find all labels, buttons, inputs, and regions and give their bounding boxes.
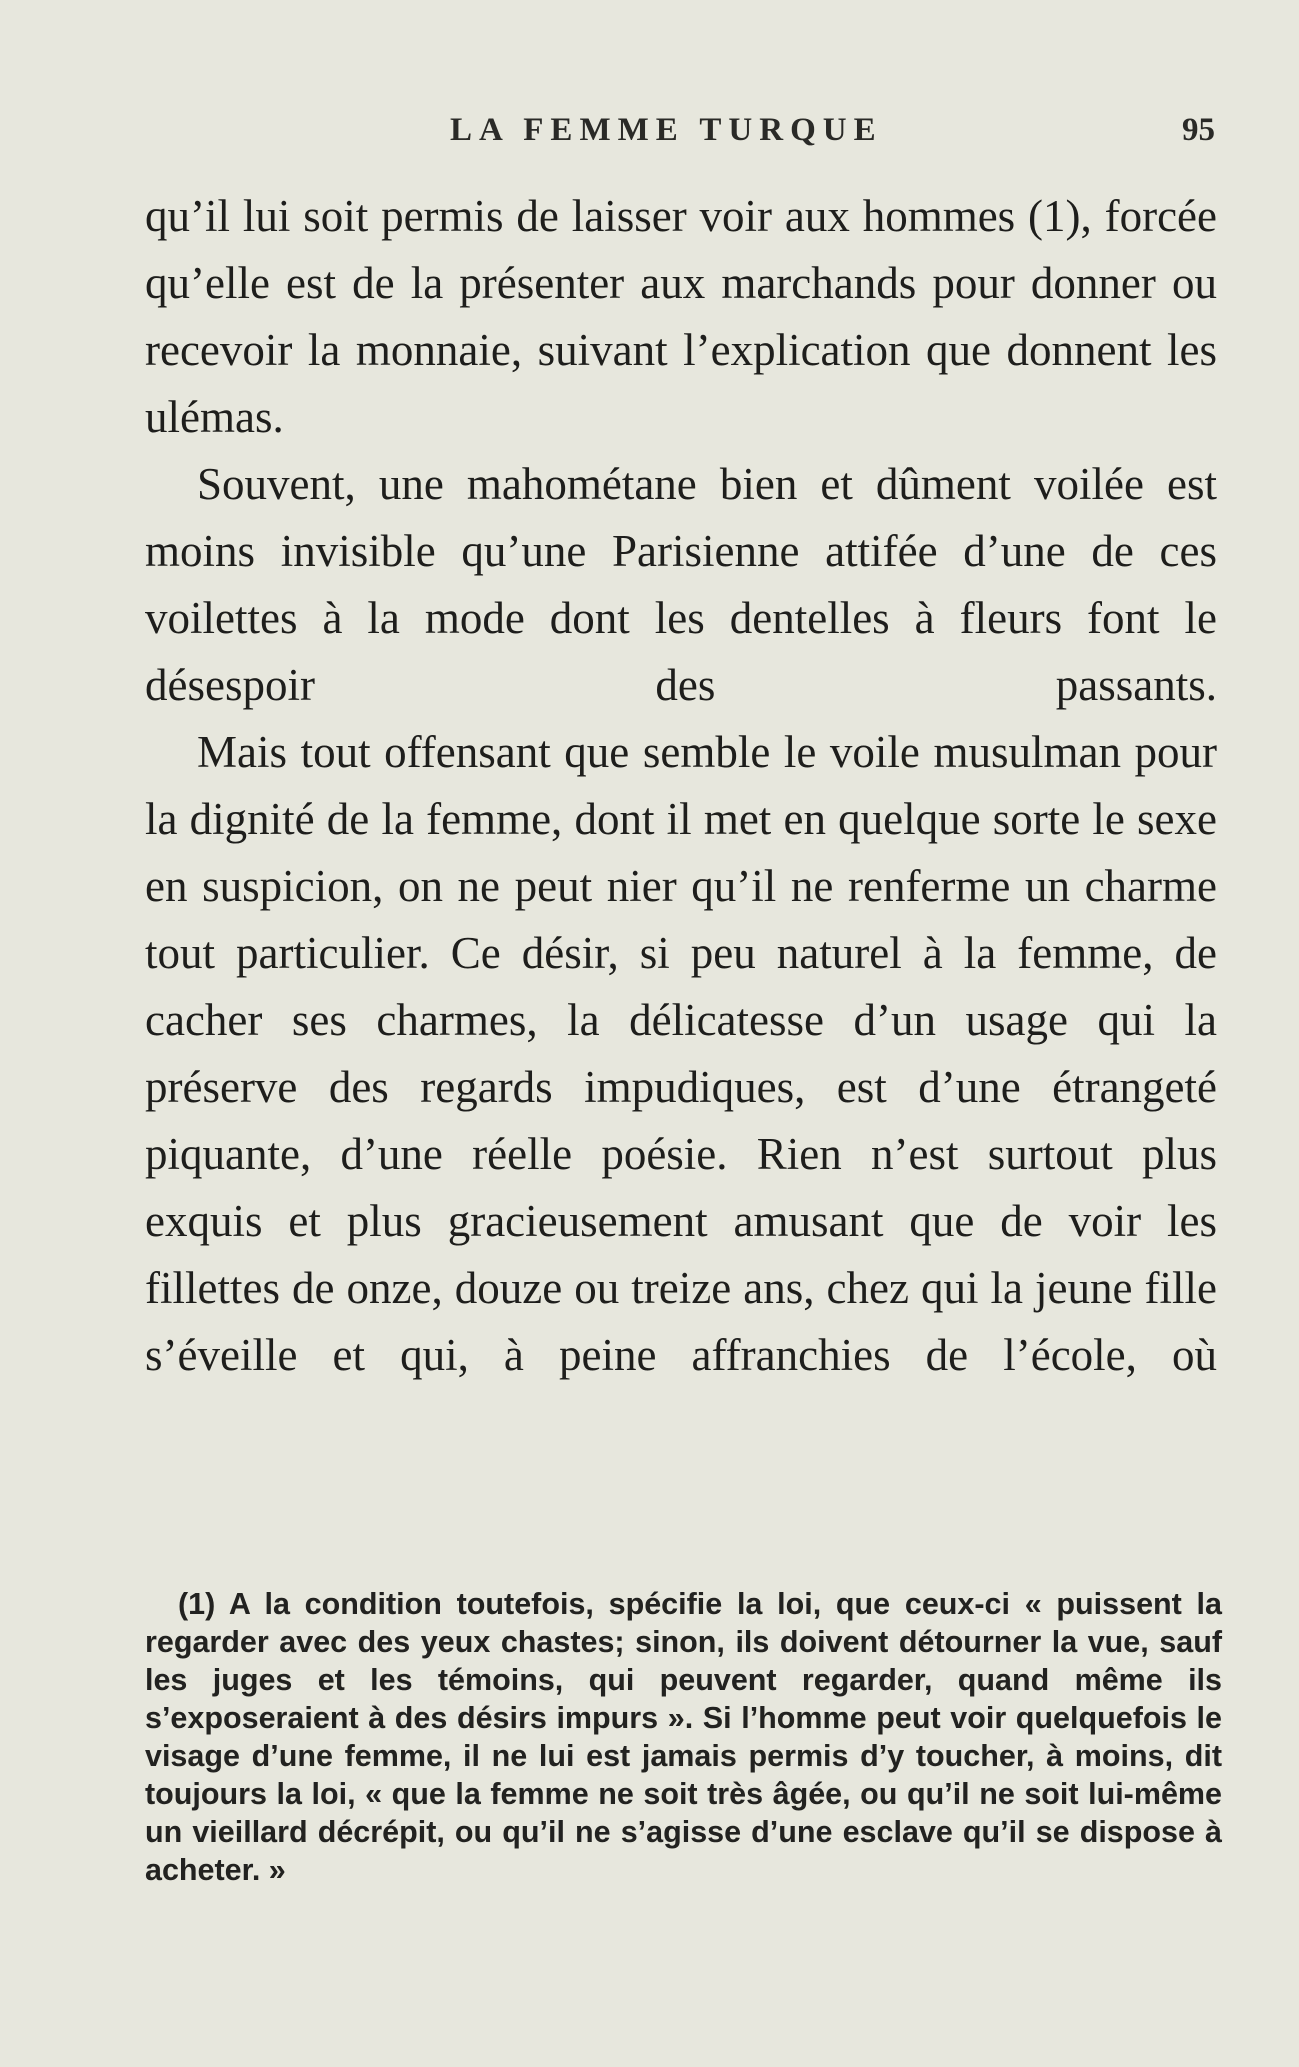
footnote (145, 1585, 1222, 1889)
footnote-text: (1) A la condition toutefois, spécifie la loi, que ceux-ci « puissent la regarder avec des yeux chastes; sinon, ils doivent détourner la vue, sauf les juges et les témoins, qui peuvent regarder, quand même ils s’exposeraient à des désirs impurs ». Si l’homme peut voir quelquefois le visage d’une femme, il ne lui est jamais permis d’y toucher, à moins, dit toujours la loi, « que la femme ne soit très âgée, ou qu’il ne soit lui-même un vieillard décrépit, ou qu’il ne s’agisse d’une esclave qu’il se dispose à acheter. » (145, 1587, 1222, 1887)
running-title: LA FEMME TURQUE (450, 112, 883, 148)
paragraph-2: Souvent, une mahométane bien et dûment voilée est moins invisible qu’une Parisienne attifée d’une de ces voilettes à la mode dont les dentelles à fleurs font le désespoir des passants. (145, 459, 1217, 710)
running-head (145, 112, 1215, 152)
page-number: 95 (1182, 112, 1215, 148)
paragraph-3: Mais tout offensant que semble le voile musulman pour la dignité de la femme, dont il met en quelque sorte le sexe en suspicion, on ne peut nier qu’il ne renferme un charme tout particulier. Ce désir, si peu naturel à la femme, de cacher ses charmes, la délicatesse d’un usage qui la préserve des regards impudiques, est d’une étrangeté piquante, d’une réelle poésie. Rien n’est surtout plus exquis et plus gracieusement amusant que de voir les fillettes de onze, douze ou treize ans, chez qui la jeune fille s’éveille et qui, à peine affranchies de l’école, où (145, 727, 1217, 1380)
paragraph-1: qu’il lui soit permis de laisser voir aux hommes (1), forcée qu’elle est de la présenter aux marchands pour donner ou recevoir la monnaie, suivant l’explication que donnent les ulémas. (145, 191, 1217, 442)
body-text (145, 183, 1217, 1389)
